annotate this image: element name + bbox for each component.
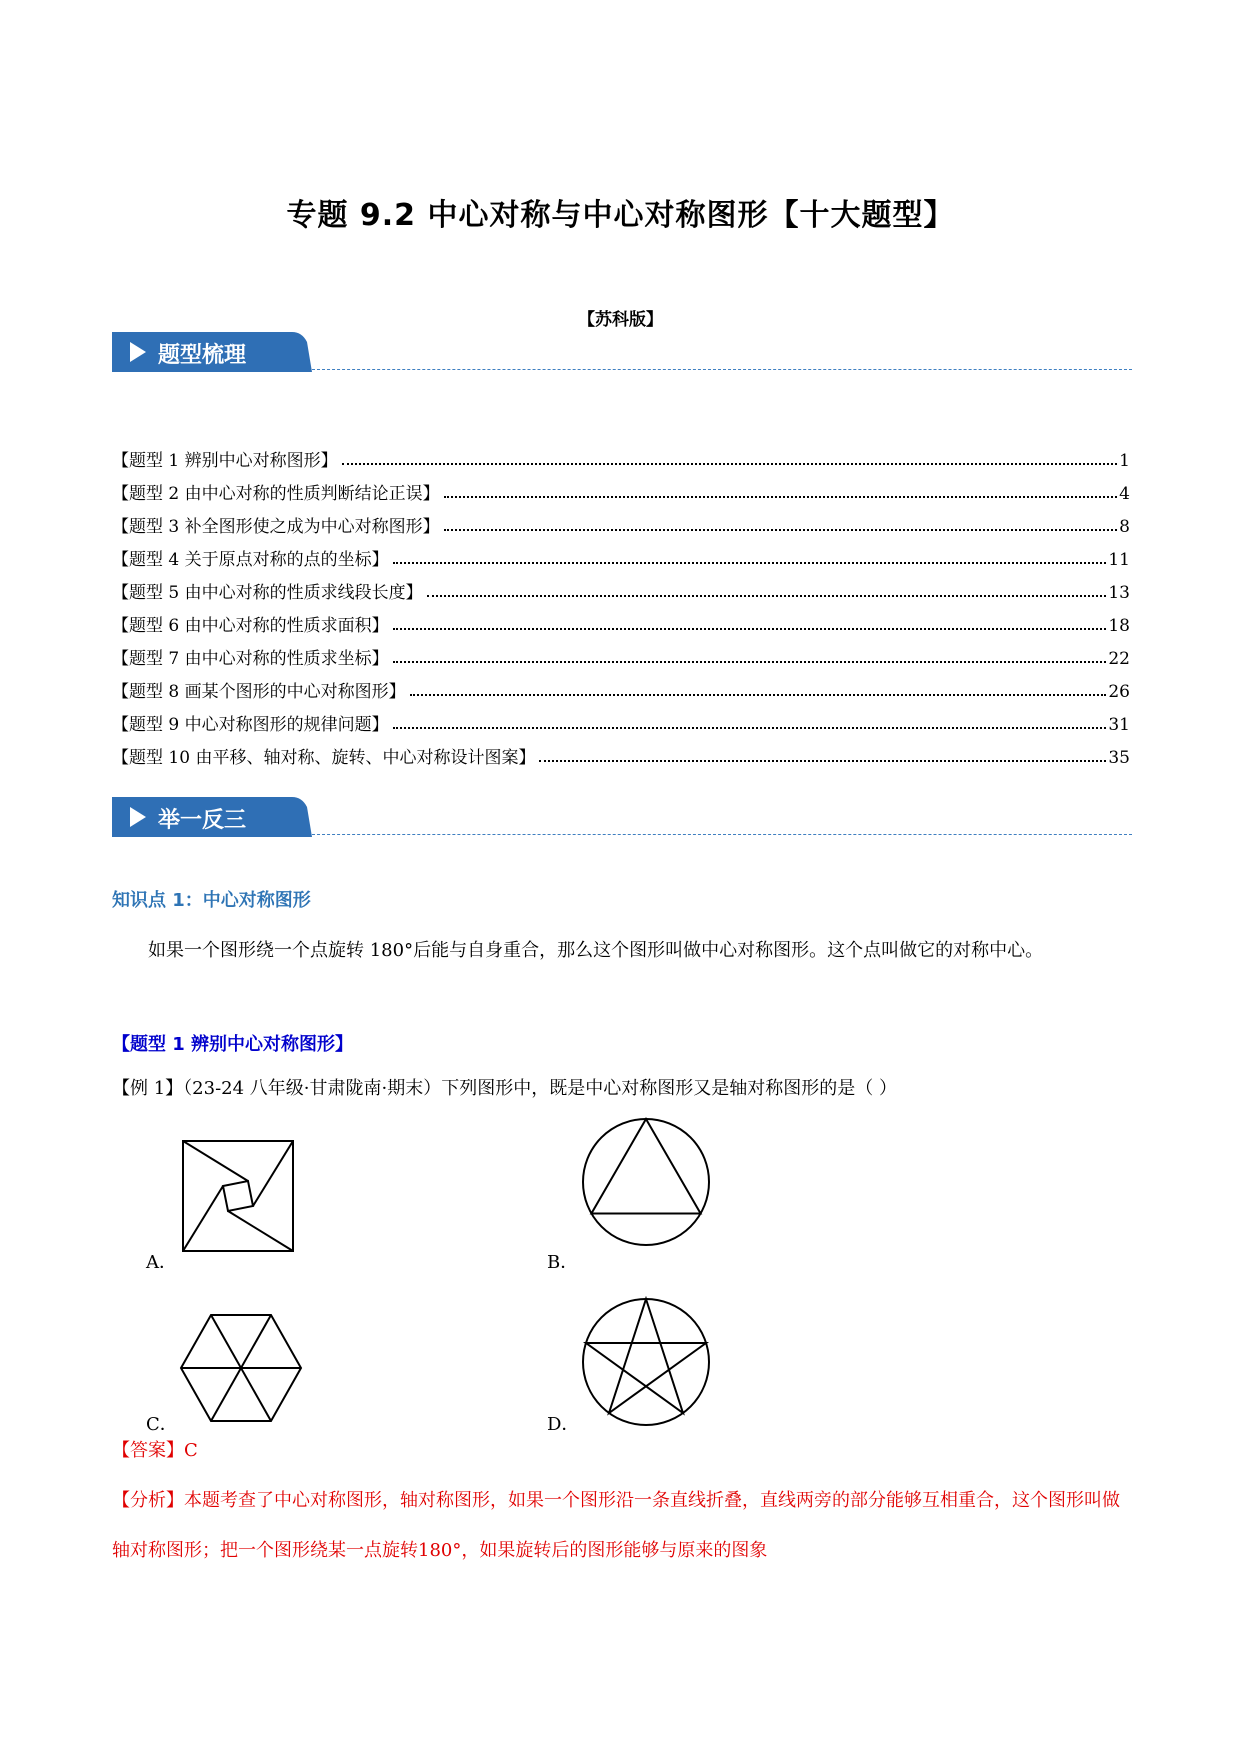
- option-a-figure: [180, 1138, 296, 1254]
- toc-leader: [393, 727, 1107, 729]
- toc-leader: [342, 463, 1118, 465]
- option-d-figure: [580, 1296, 712, 1428]
- banner-title: 举一反三: [158, 808, 247, 833]
- type-heading: 【题型 1 辨别中心对称图形】: [112, 1034, 354, 1055]
- toc-page: 4: [1119, 484, 1130, 504]
- toc-page: 22: [1108, 649, 1130, 669]
- toc-page: 8: [1119, 517, 1130, 537]
- toc-page: 18: [1108, 616, 1130, 636]
- option-c-figure: [178, 1312, 304, 1424]
- knowledge-point-heading: 知识点 1：中心对称图形: [112, 890, 311, 911]
- option-c-label[interactable]: C．: [146, 1414, 178, 1435]
- toc-page: 26: [1108, 682, 1130, 702]
- toc-item[interactable]: [112, 735, 1130, 768]
- toc-item[interactable]: [112, 636, 1130, 669]
- toc-label: 【题型 2 由中心对称的性质判断结论正误】: [112, 484, 440, 504]
- option-b-label[interactable]: B．: [547, 1252, 579, 1273]
- toc-label: 【题型 1 辨别中心对称图形】: [112, 451, 338, 471]
- section-banner-overview: [112, 332, 1132, 372]
- toc-label: 【题型 5 由中心对称的性质求线段长度】: [112, 583, 423, 603]
- toc-page: 35: [1108, 748, 1130, 768]
- knowledge-paragraph: 如果一个图形绕一个点旋转 180°后能与自身重合，那么这个图形叫做中心对称图形。这个点叫做它的对称中心。: [148, 940, 1044, 961]
- toc-item[interactable]: [112, 537, 1130, 570]
- toc-leader: [393, 661, 1107, 663]
- toc-item[interactable]: [112, 669, 1130, 702]
- toc-leader: [427, 595, 1107, 597]
- page-title: 专题 9.2 中心对称与中心对称图形【十大题型】: [286, 198, 955, 233]
- toc-leader: [444, 529, 1118, 531]
- option-d-label[interactable]: D．: [547, 1414, 580, 1435]
- edition-label: 【苏科版】: [578, 310, 663, 330]
- banner-title: 题型梳理: [158, 343, 247, 368]
- option-b-figure: [580, 1116, 712, 1248]
- banner-dashed-line: [312, 834, 1132, 835]
- banner-dashed-line: [312, 369, 1132, 370]
- answer-text: 【答案】C: [112, 1440, 198, 1461]
- analysis-text: 【分析】本题考查了中心对称图形，轴对称图形，如果一个图形沿一条直线折叠，直线两旁的部分能够互相重合，这个图形叫做轴对称图形；把一个图形绕某一点旋转180°，如果旋转后的图形能够与原来的图象: [112, 1490, 1120, 1561]
- table-of-contents: [112, 438, 1130, 768]
- section-banner-examples: [112, 797, 1132, 837]
- toc-item[interactable]: [112, 603, 1130, 636]
- toc-page: 11: [1108, 550, 1130, 570]
- toc-label: 【题型 3 补全图形使之成为中心对称图形】: [112, 517, 440, 537]
- toc-item[interactable]: [112, 702, 1130, 735]
- toc-item[interactable]: [112, 471, 1130, 504]
- toc-label: 【题型 10 由平移、轴对称、旋转、中心对称设计图案】: [112, 748, 536, 768]
- option-a-label[interactable]: A．: [146, 1252, 177, 1273]
- toc-page: 13: [1108, 583, 1130, 603]
- toc-label: 【题型 7 由中心对称的性质求坐标】: [112, 649, 389, 669]
- toc-leader: [393, 562, 1107, 564]
- toc-item[interactable]: [112, 438, 1130, 471]
- toc-label: 【题型 8 画某个图形的中心对称图形】: [112, 682, 406, 702]
- toc-leader: [539, 760, 1106, 762]
- toc-label: 【题型 4 关于原点对称的点的坐标】: [112, 550, 389, 570]
- toc-page: 1: [1119, 451, 1130, 471]
- toc-label: 【题型 6 由中心对称的性质求面积】: [112, 616, 389, 636]
- toc-page: 31: [1108, 715, 1130, 735]
- toc-item[interactable]: [112, 504, 1130, 537]
- toc-item[interactable]: [112, 570, 1130, 603]
- toc-leader: [410, 694, 1107, 696]
- example-question: 【例 1】（23-24 八年级·甘肃陇南·期末）下列图形中，既是中心对称图形又是轴对称图形的是（ ）: [112, 1078, 897, 1099]
- toc-label: 【题型 9 中心对称图形的规律问题】: [112, 715, 389, 735]
- toc-leader: [393, 628, 1107, 630]
- toc-leader: [444, 496, 1118, 498]
